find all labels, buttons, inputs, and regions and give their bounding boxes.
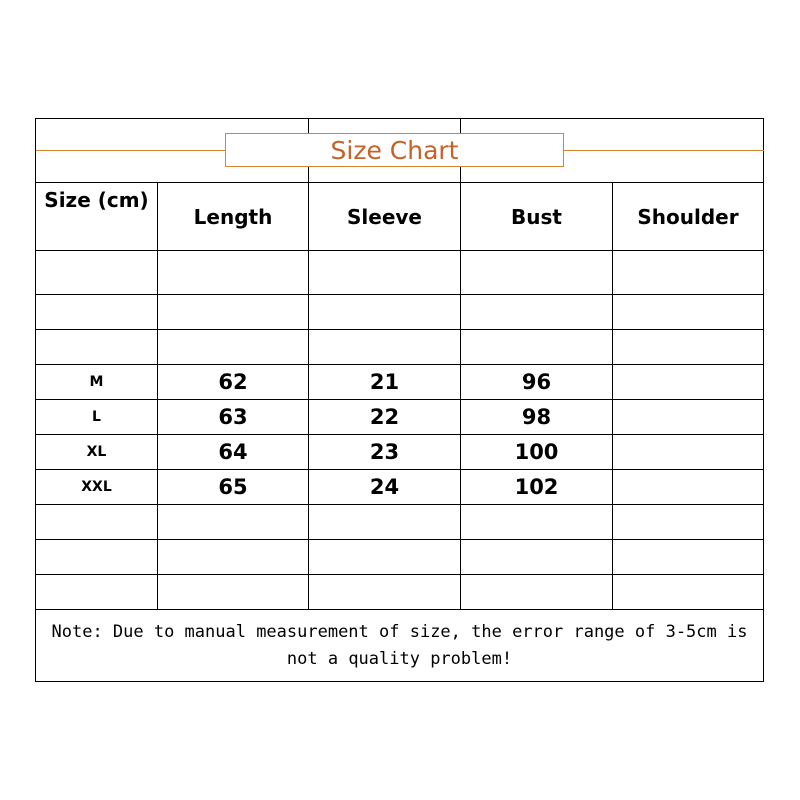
column-header-sleeve: Sleeve bbox=[347, 204, 422, 229]
size-chart bbox=[35, 118, 764, 682]
sleeve-value: 22 bbox=[369, 405, 400, 429]
length-value: 65 bbox=[218, 475, 248, 499]
title-rule-left bbox=[36, 150, 225, 151]
size-label: XXL bbox=[81, 479, 112, 495]
length-value: 62 bbox=[218, 370, 248, 394]
title-divider bbox=[308, 119, 309, 133]
size-label: XL bbox=[86, 444, 107, 460]
grid-line bbox=[36, 504, 763, 505]
column-header-bust: Bust bbox=[511, 204, 562, 229]
grid-line bbox=[36, 250, 763, 251]
bust-value: 100 bbox=[514, 440, 559, 464]
measurement-note: Note: Due to manual measurement of size, the error range of 3-5cm is not a quality problem! bbox=[51, 622, 748, 669]
title-divider bbox=[460, 119, 461, 133]
title-divider bbox=[460, 167, 461, 182]
size-label: M bbox=[89, 374, 104, 390]
grid-line bbox=[36, 539, 763, 540]
sleeve-value: 24 bbox=[369, 475, 400, 499]
grid-line bbox=[36, 574, 763, 575]
grid-line bbox=[36, 329, 763, 330]
grid-line bbox=[36, 294, 763, 295]
title-divider bbox=[308, 167, 309, 182]
sleeve-value: 23 bbox=[369, 440, 400, 464]
column-header-length: Length bbox=[193, 204, 273, 229]
bust-value: 102 bbox=[514, 475, 559, 499]
title-rule-right bbox=[564, 150, 764, 151]
chart-title: Size Chart bbox=[225, 133, 564, 167]
size-label: L bbox=[92, 409, 101, 425]
sleeve-value: 21 bbox=[369, 370, 400, 394]
column-header-size: Size (cm) bbox=[44, 188, 149, 212]
length-value: 63 bbox=[218, 405, 248, 429]
bust-value: 98 bbox=[521, 405, 552, 429]
length-value: 64 bbox=[218, 440, 248, 464]
column-header-shoulder: Shoulder bbox=[637, 204, 739, 229]
bust-value: 96 bbox=[521, 370, 552, 394]
